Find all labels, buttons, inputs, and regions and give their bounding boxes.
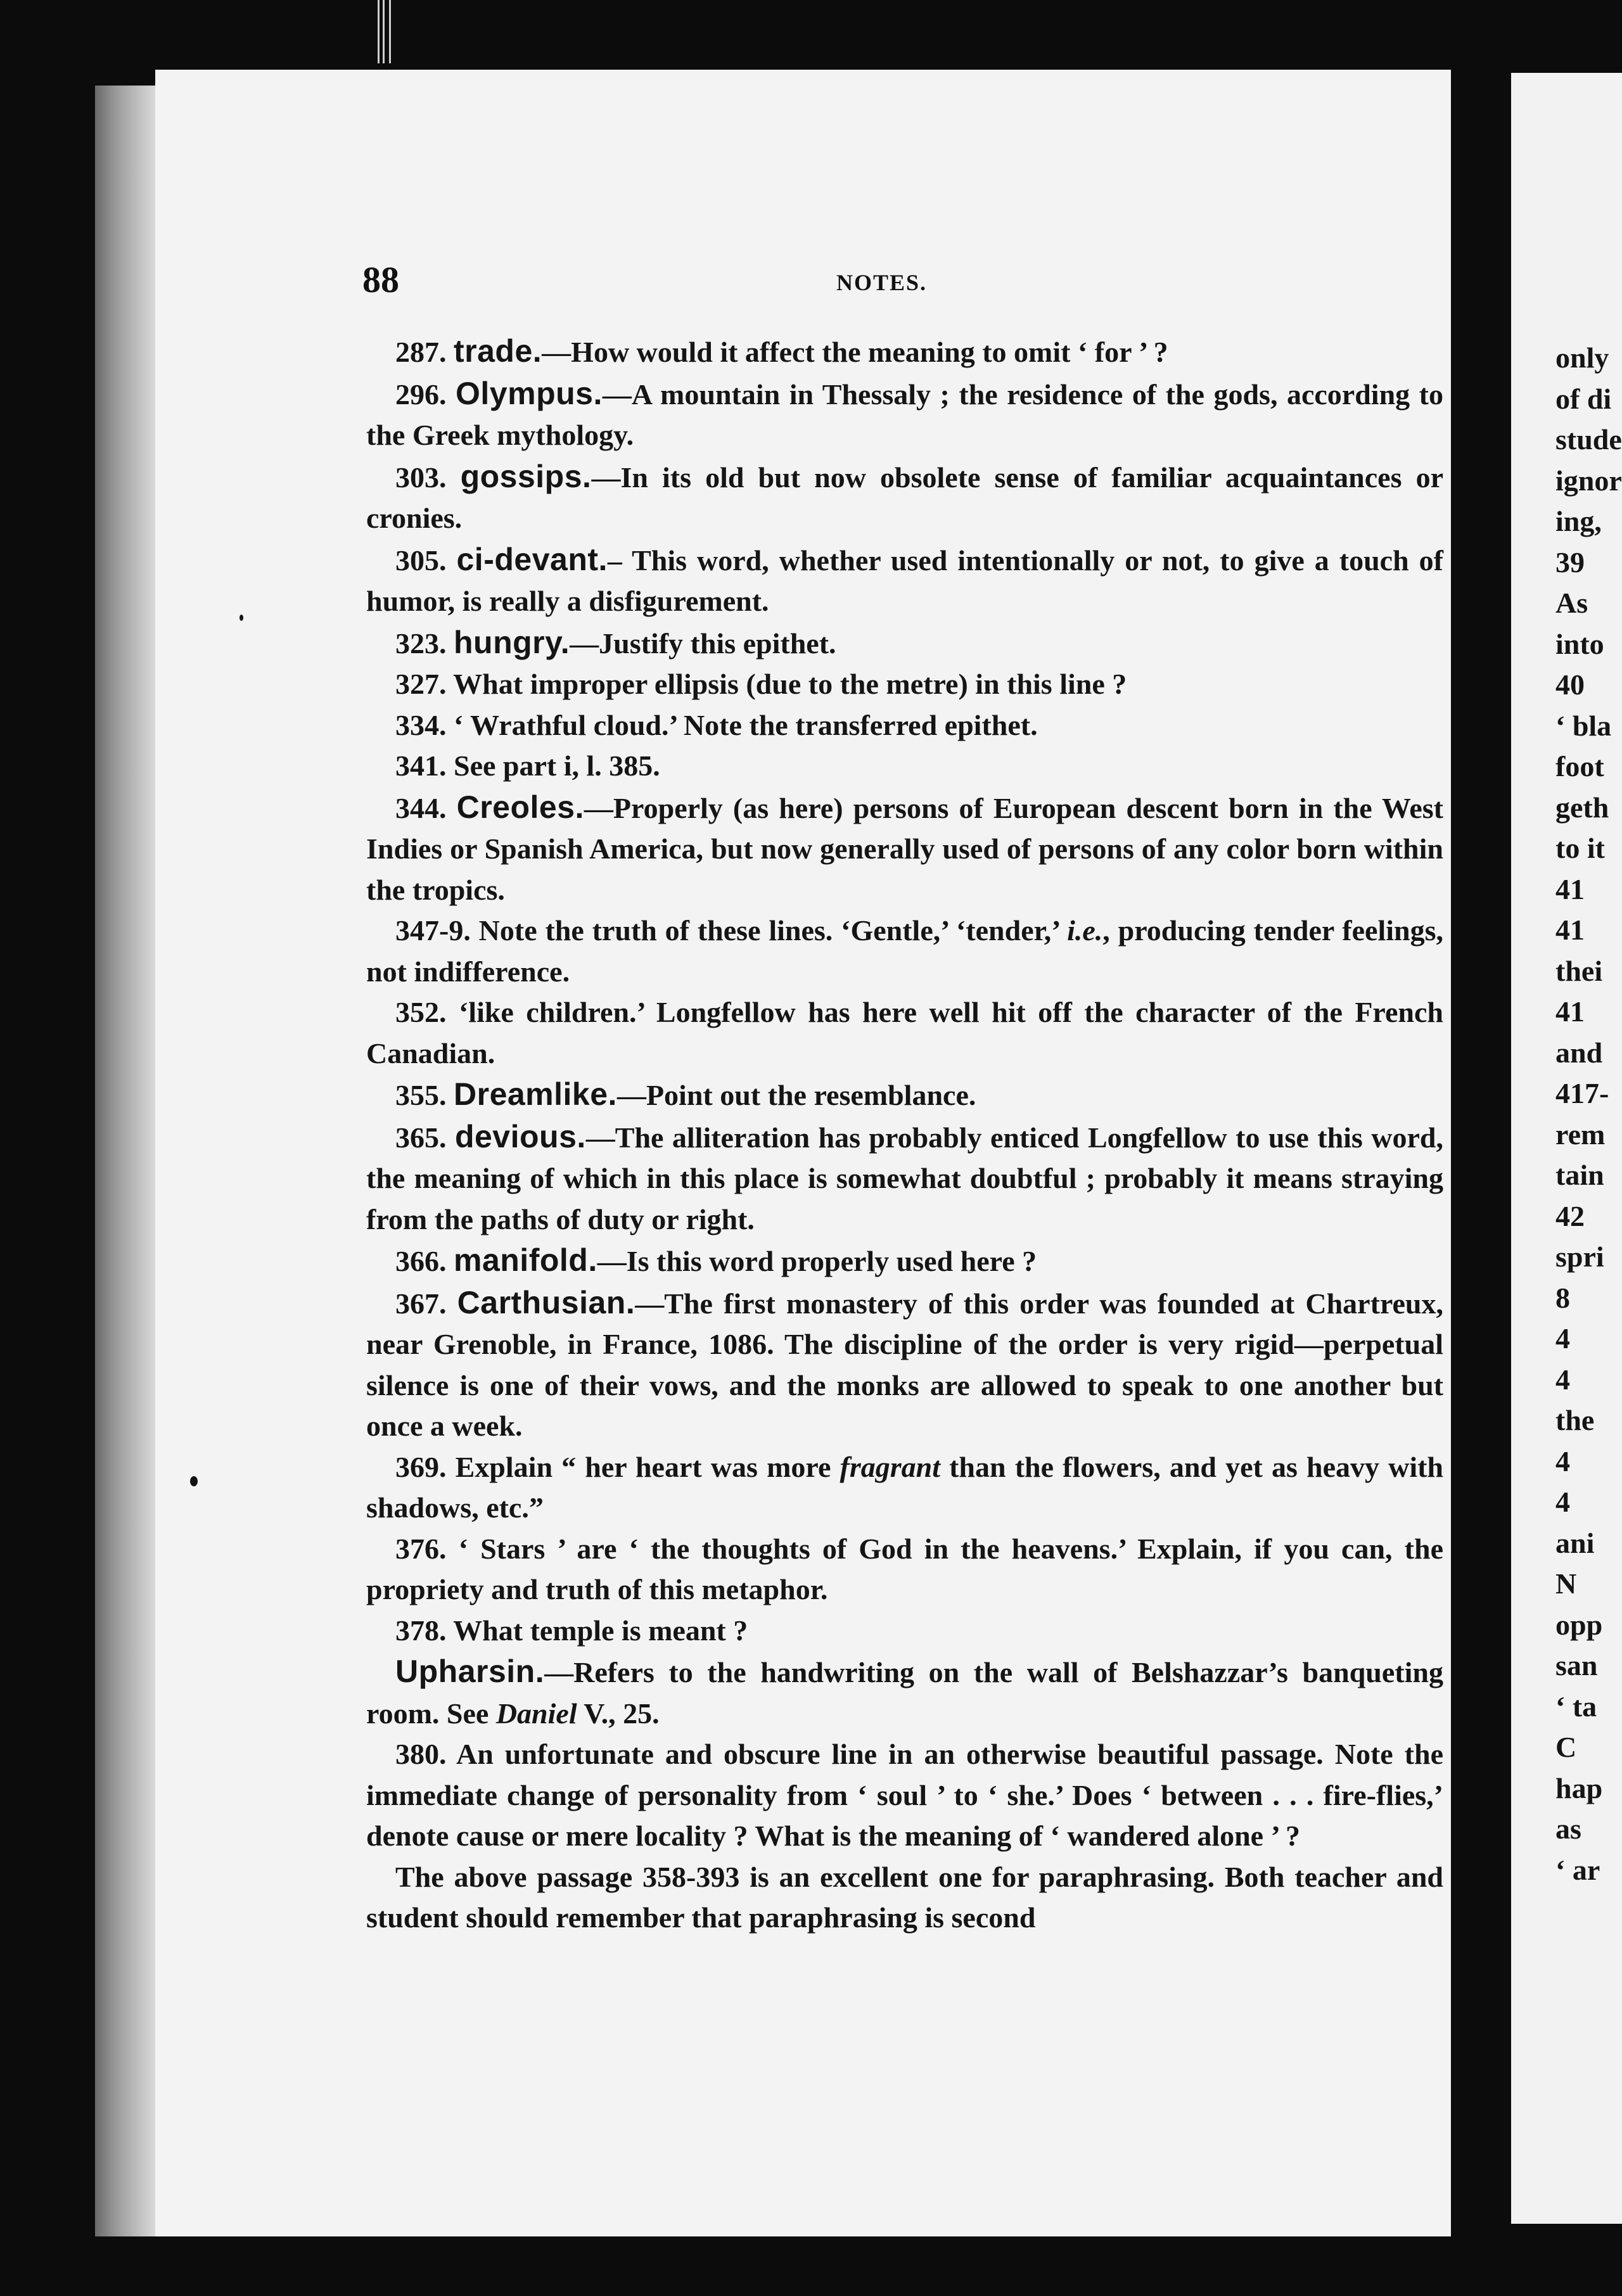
note-text: —Properly (as here) persons of European descent born in the West Indies or Spanish America, but now generally used of persons of any color born within the tropics. [366,791,1443,906]
right-page-fragment: 4 [1555,1486,1570,1518]
right-page-fragment: of di [1555,382,1612,415]
headword: ci-devant. [456,541,608,577]
right-page-fragment: 8 [1555,1281,1570,1314]
note-text: —How would it affect the meaning to omit ‘ for ’ ? [542,336,1168,368]
note-text: An unfortunate and obscure line in an otherwise beautiful passage. Note the immediate change of personality from ‘ soul ’ to ‘ she.’ Does ‘ between . . . fire-flies,’ denote cause or mere locality ? What is the meaning of ‘ wandered alone ’ ? [366,1738,1444,1852]
note-entry [366,992,1443,1074]
note-text: —Point out the resemblance. [616,1079,976,1111]
note-text: —Refers to the handwriting on the wall of Belshazzar’s banqueting room. See [366,1656,1443,1730]
right-page-fragment: opp [1555,1608,1603,1641]
right-page-fragment: san [1555,1649,1598,1681]
line-number: 334. [395,708,447,741]
right-page-fragment: rem [1555,1118,1606,1151]
right-page-fragment: N [1555,1567,1577,1600]
note-text: The above passage 358-393 is an excellent one for paraphrasing. Both teacher and student should remember that paraphrasing is second [366,1860,1443,1934]
right-page-fragment: hap [1555,1771,1603,1804]
right-page-fragment: ‘ bla [1555,709,1612,742]
right-page-fragment: geth [1555,791,1609,824]
headword: gossips. [460,458,592,494]
right-page-fragment: the [1555,1404,1595,1436]
note-entry [366,456,1443,539]
right-page-fragment: to it [1555,832,1605,864]
note-text: What temple is meant ? [453,1614,748,1647]
note-entry [366,1857,1443,1939]
note-entry [366,910,1443,992]
note-text: —The first monastery of this order was founded at Chartreux, near Grenoble, in France, 1086. The discipline of the order is very rigid—perpetual silence is one of their vows, and the monks are allowed to speak to one another but once a week. [366,1287,1443,1442]
line-number: 365. [395,1121,447,1154]
right-page-fragment: thei [1555,954,1603,987]
line-number: 296. [395,378,447,411]
right-page-fragment: ‘ ar [1555,1853,1600,1886]
speck [239,615,243,621]
note-text: – This word, whether used intentionally or not, to give a touch of humor, is really a disfigurement. [366,544,1443,617]
right-page-fragment: into [1555,627,1604,660]
line-number: 287. [395,336,447,368]
right-page-fragment: 4 [1555,1445,1570,1477]
right-page-text [1555,338,1622,1891]
note-entry [366,664,1443,705]
right-page-fragment: 41 [1555,872,1585,905]
note-text: See part i, l. 385. [454,749,660,782]
note-text: ‘ Stars ’ are ‘ the thoughts of God in the heavens.’ Explain, if you can, the propriety and truth of this metaphor. [366,1532,1443,1605]
headword: hungry. [454,624,570,660]
line-number: 341. [395,749,447,782]
right-page-fragment: 41 [1555,995,1585,1028]
right-page-fragment: only [1555,341,1609,374]
right-page-fragment: ani [1555,1526,1595,1559]
note-entry [366,1734,1443,1857]
notes-body [366,331,1443,1939]
italic-text: fragrant [840,1450,940,1483]
line-number: 369. [395,1450,447,1483]
line-number: 366. [395,1245,447,1277]
headword: Olympus. [456,375,603,411]
right-page-fragment: 39 [1555,545,1585,578]
binding-thread [389,0,391,63]
right-page-fragment: 4 [1555,1363,1570,1396]
right-page-fragment: tain [1555,1159,1604,1191]
right-page-fragment: 417- [1555,1077,1609,1109]
line-number: 305. [395,544,447,577]
line-number: 380. [395,1738,447,1770]
line-number: 355. [395,1079,447,1111]
right-page-fragment: As [1555,587,1588,619]
speck [190,1476,198,1486]
right-page-fragment: ‘ ta [1555,1690,1597,1723]
note-text: than the flowers, and yet as heavy with shadows, etc.” [366,1450,1444,1524]
note-text: V., 25. [577,1697,660,1730]
right-page-fragment: foot [1555,750,1604,782]
running-head: NOTES. [836,270,928,295]
headword: manifold. [454,1242,597,1278]
right-page-fragment: and [1555,1036,1603,1069]
headword: Upharsin. [395,1654,545,1689]
note-entry [366,1651,1443,1734]
note-text: —In its old but now obsolete sense of familiar acquaintances or cronies. [366,461,1443,534]
headword: devious. [454,1118,586,1154]
gutter [1451,70,1511,2236]
line-number: 327. [395,668,447,700]
right-page-fragment: 40 [1555,668,1585,701]
note-text: Explain “ her heart was more [455,1450,840,1483]
line-number: 367. [395,1287,447,1320]
right-page-fragment: ing, [1555,505,1602,537]
right-page-fragment: spri [1555,1240,1604,1273]
right-page-fragment: as [1555,1813,1581,1845]
line-number: 378. [395,1614,447,1647]
italic-text: Daniel [495,1697,577,1730]
right-page-fragment: 42 [1555,1199,1585,1232]
note-entry [366,1282,1443,1447]
note-text: ‘ Wrathful cloud.’ Note the transferred epithet. [454,708,1038,741]
line-number: 344. [395,791,447,824]
headword: Carthusian. [457,1284,635,1320]
binding-thread [383,0,385,63]
note-entry [366,1529,1443,1610]
line-number: 376. [395,1532,447,1565]
right-page-fragment: 4 [1555,1322,1570,1355]
note-entry [366,622,1443,665]
line-number: 303. [395,461,447,494]
note-entry [366,373,1443,456]
note-text: ‘like children.’ Longfellow has here well hit off the character of the French Canadian. [366,996,1444,1069]
note-text: Note the truth of these lines. ‘Gentle,’ ‘tender,’ [478,914,1068,947]
headword: trade. [454,333,542,369]
line-number: 347-9. [395,914,471,947]
note-entry [366,705,1443,746]
note-text: —The alliteration has probably enticed Longfellow to use this word, the meaning of which in this place is somewhat doubtful ; probably it means straying from the paths of duty or right. [366,1121,1443,1235]
note-text: , producing tender feelings, not indifference. [366,914,1444,988]
right-page-fragment: ignor [1555,464,1622,497]
right-page-fragment: C [1555,1731,1577,1763]
note-entry [366,1447,1443,1529]
note-entry [366,331,1443,373]
line-number: 323. [395,627,447,660]
note-text: —Justify this epithet. [570,627,836,660]
binding-thread [378,0,380,63]
page-edge [95,86,155,2236]
note-entry [366,746,1443,787]
note-text: —Is this word properly used here ? [597,1245,1037,1277]
right-page-fragment: stude [1555,423,1622,456]
note-text: —A mountain in Thessaly ; the residence of the gods, according to the Greek mythology. [366,378,1443,451]
headword: Creoles. [456,789,584,825]
note-entry [366,1610,1443,1652]
note-entry [366,539,1443,622]
italic-text: i.e. [1067,914,1103,947]
note-entry [366,1116,1443,1240]
note-entry [366,1240,1443,1282]
right-page-fragment: 41 [1555,914,1585,946]
line-number: 352. [395,996,447,1028]
note-entry [366,1074,1443,1116]
page-number: 88 [362,259,399,300]
note-entry [366,787,1443,911]
note-text: What improper ellipsis (due to the metre) in this line ? [453,668,1127,700]
headword: Dreamlike. [454,1076,617,1112]
